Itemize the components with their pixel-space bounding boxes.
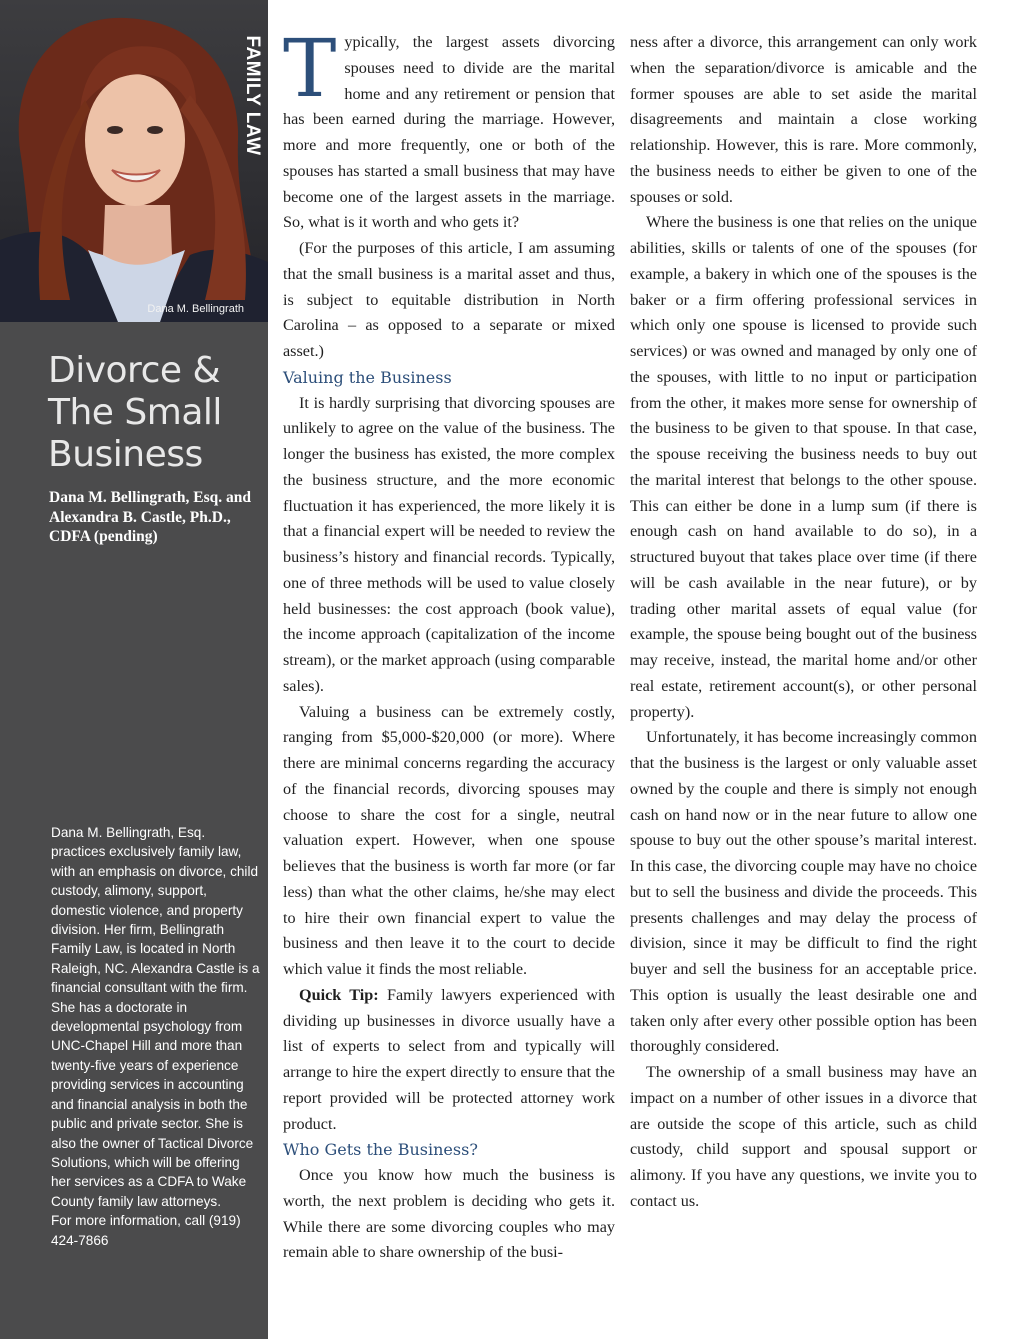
portrait-illustration	[0, 0, 268, 322]
drop-cap: T	[283, 22, 337, 115]
intro-text: ypically, the largest assets divorcing spouses need to divide are the marital home and any retirement or pension that has been earned during the marriage. However, more and more frequently, one or both of the spouses has started a small business that may have become one of the largest assets in the marriage. So, what is it worth and who gets it?	[283, 33, 615, 232]
paragraph: Once you know how much the business is worth, the next problem is deciding who gets it. While there are some divorcing couples who may remain able to share ownership of the busi-	[283, 1166, 615, 1262]
quick-tip-text: Family lawyers experienced with dividing up businesses in divorce usually have a list of experts to select from and typically will arrange to hire the expert directly to ensure that the report provided will be protected attorney work product.	[283, 985, 615, 1133]
paragraph: (For the purposes of this article, I am assuming that the small business is a marital asset and thus, is subject to equitable distribution in North Carolina – as opposed to a separate or mixed asset.)	[283, 239, 615, 360]
heading-who-gets: Who Gets the Business?	[283, 1140, 478, 1160]
title-line: The Small	[48, 392, 222, 433]
byline: Dana M. Bellingrath, Esq. and Alexandra B. Castle, Ph.D., CDFA (pending)	[49, 489, 251, 545]
paragraph: Valuing a business can be extremely costly, ranging from $5,000-$20,000 (or more). Where there are minimal concerns regarding the accuracy of the financial records, divorcing spouses may choose to share the cost for a single, neutral valuation expert. However, when one spouse believes that the business is worth far more (or far less) than what the other claims, he/she may elect to hire their own financial expert to value the business and then leave it to the court to decide which value it finds the most reliable.	[283, 702, 615, 978]
paragraph: The ownership of a small business may have an impact on a number of other issues in a divorce that are outside the scope of this article, such as child custody, child support and spousal support or alimony. If you have any questions, we invite you to contact us.	[630, 1063, 977, 1210]
paragraph: It is hardly surprising that divorcing spouses are unlikely to agree on the value of the business. The longer the business has existed, the more complex the business structure, and the more economic fluctuation it has experienced, the more likely it is that a financial expert will be needed to review the business’s history and financial records. Typically, one of three methods will be used to value closely held businesses: the cost approach (book value), the income approach (capitalization of the income stream), or the market approach (using comparable sales).	[283, 393, 615, 695]
paragraph: Where the business is one that relies on the unique abilities, skills or talents of one of the spouses (for example, a bakery in which one of the spouses is the baker or a firm offering professional services in which only one spouse is licensed to provide such services) or was owned and managed by only one of the spouses, with little to no input or participation from the other, it makes more sense for ownership of the business to be given to that spouse. In that case, the spouse receiving the business needs to buy out the marital interest that belongs to the other spouse. This can either be done in a lump sum (if there is enough cash on hand available to do so), in a structured buyout that takes place over time (if there will be cash available in the near future), or by trading other marital assets of equal value (for example, the spouse being bought out of the business may receive, instead, the marital home and/or other real estate, retirement account(s), or other personal property).	[630, 213, 977, 721]
author-photo	[0, 0, 268, 322]
bio-text: Dana M. Bellingrath, Esq. practices exclusively family law, with an emphasis on divorce, child custody, alimony, support, domestic violence, and property division. Her firm, Bellingrath Family Law, is located in North Raleigh, NC. Alexandra Castle is a financial consultant with the firm. She has a doctorate in developmental psychology from UNC-Chapel Hill and more than twenty-five years of experience providing services in accounting and financial analysis in both the public and private sector. She is also the owner of Tactical Divorce Solutions, which will be offering her services as a CDFA to Wake County family law attorneys.	[51, 825, 260, 1209]
article-column-2	[630, 30, 977, 1215]
article-column-1	[283, 22, 615, 1266]
heading-valuing: Valuing the Business	[283, 367, 452, 387]
article-title	[48, 350, 258, 476]
section-tab	[238, 33, 266, 158]
photo-caption: Dana M. Bellingrath	[147, 303, 244, 315]
author-bio	[51, 823, 261, 1250]
paragraph: Unfortunately, it has become increasingly common that the business is the largest or only valuable asset owned by the couple and there is simply not enough cash on hand now or in the near future to allow one spouse to buy out the other spouse’s marital interest. In this case, the divorcing couple may have no choice but to sell the business and divide the proceeds. This presents challenges and may delay the process of division, since it may be difficult to find the right buyer and sell the business for an acceptable price. This option is usually the least desirable one and taken only after every other possible option has been thoroughly considered.	[630, 728, 978, 1056]
quick-tip-paragraph	[283, 983, 615, 1138]
bio-contact: For more information, call (919) 424-7866	[51, 1213, 241, 1248]
section-tab-label: FAMILY LAW	[242, 35, 263, 156]
paragraph-continued: ness after a divorce, this arrangement can only work when the separation/divorce is amicable and the former spouses are able to set aside the marital disagreements and maintain a close working relationship. However, this is rare. More commonly, the business needs to either be given to one of the spouses or sold.	[630, 33, 977, 206]
author-sidebar	[0, 0, 268, 1339]
intro-paragraph	[283, 22, 615, 236]
title-line: Divorce &	[48, 350, 221, 391]
quick-tip-label: Quick Tip:	[299, 985, 379, 1004]
title-line: Business	[48, 434, 203, 475]
